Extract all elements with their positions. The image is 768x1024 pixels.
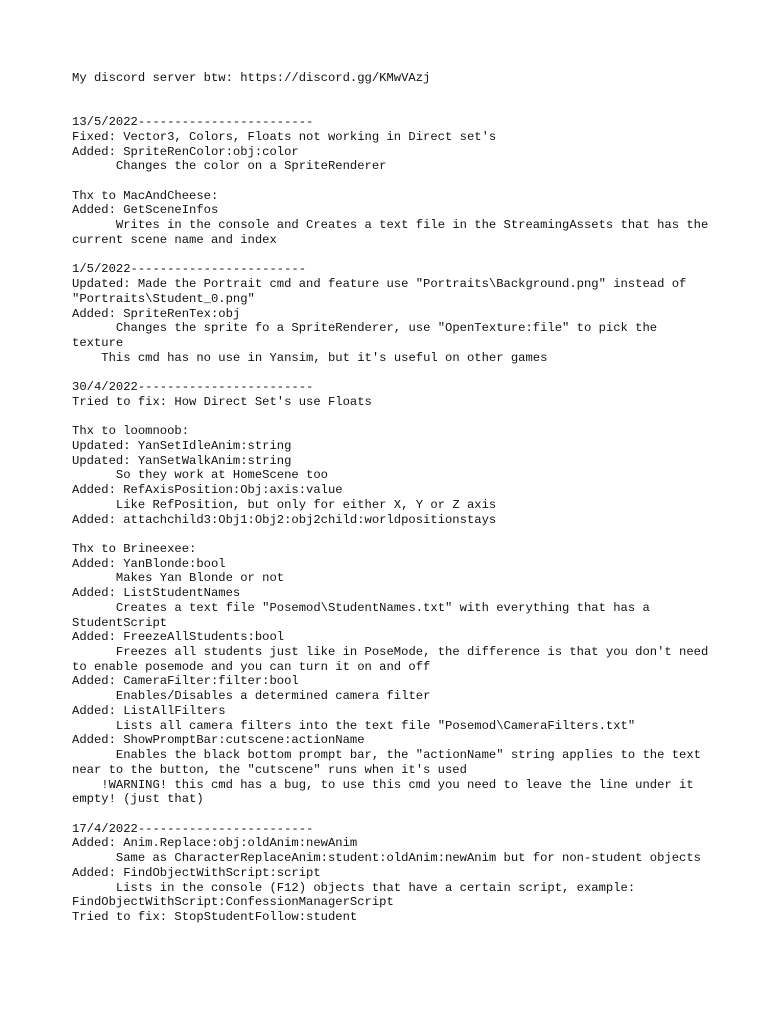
changelog-line: So they work at HomeScene too [72,468,328,483]
changelog-line: Added: RefAxisPosition:Obj:axis:value [72,483,343,498]
changelog-line: Makes Yan Blonde or not [72,571,285,586]
changelog-line: Added: FreezeAllStudents:bool [72,630,285,645]
blank-line [72,174,712,189]
changelog-line: Like RefPosition, but only for either X, Y or Z axis [72,497,497,512]
changelog-line: Added: SpriteRenTex:obj [72,306,241,321]
blank-line [72,410,712,425]
changelog-line: Added: SpriteRenColor:obj:color [72,144,299,159]
entry-date: 1/5/2022------------------------ [72,262,307,277]
thanks-line: Thx to Brineexee: [72,542,197,556]
changelog-line: Writes in the console and Creates a text file in the StreamingAssets that has the current scene name and index [72,218,716,247]
changelog-line: Updated: YanSetWalkAnim:string [72,453,292,468]
changelog-line: Added: ShowPromptBar:cutscene:actionName [72,733,365,748]
changelog-line: Added: GetSceneInfos [72,203,219,218]
changelog-line: Added: ListStudentNames [72,586,241,601]
discord-line: My discord server btw: https://discord.gg/KMwVAzj [72,71,431,85]
changelog-line: Enables the black bottom prompt bar, the "actionName" string applies to the text near to the button, the "cutscene" runs when it's used [72,748,709,777]
changelog-line: Added: YanBlonde:bool [72,556,226,571]
changelog-line: Added: CameraFilter:filter:bool [72,674,299,689]
changelog-document [72,71,716,925]
thanks-line: Thx to loomnoob: [72,424,190,439]
blank-line [72,365,712,380]
changelog-line: Fixed: Vector3, Colors, Floats not working in Direct set's [72,129,497,144]
blank-line [72,807,712,822]
entry-date: 17/4/2022------------------------ [72,821,314,836]
entry-date: 13/5/2022------------------------ [72,115,314,130]
changelog-line: Added: attachchild3:Obj1:Obj2:obj2child:worldpositionstays [72,512,497,527]
changelog-line: Changes the color on a SpriteRenderer [72,159,387,174]
changelog-line: Tried to fix: How Direct Set's use Floats [72,394,372,409]
warning-line: !WARNING! this cmd has a bug, to use this cmd you need to leave the line under it empty! (just that) [72,777,702,807]
blank-line [72,86,712,101]
changelog-line: Lists all camera filters into the text file "Posemod\CameraFilters.txt" [72,718,636,733]
changelog-line: Enables/Disables a determined camera filter [72,689,431,704]
changelog-line: This cmd has no use in Yansim, but it's useful on other games [72,350,548,365]
thanks-line: Thx to MacAndCheese: [72,188,219,203]
entry-date: 30/4/2022------------------------ [72,380,314,395]
changelog-line: Lists in the console (F12) objects that have a certain script, example: FindObjectWithScript:ConfessionManagerScript [72,880,643,910]
changelog-line: Added: ListAllFilters [72,703,226,718]
changelog-line: Updated: YanSetIdleAnim:string [72,438,292,453]
changelog-line: Tried to fix: StopStudentFollow:student [72,909,358,924]
changelog-line: Added: FindObjectWithScript:script [72,865,321,880]
changelog-line: Freezes all students just like in PoseMode, the difference is that you don't need to enable posemode and you can turn it on and off [72,645,716,674]
changelog-line: Creates a text file "Posemod\StudentNames.txt" with everything that has a StudentScript [72,600,658,630]
blank-line [72,527,712,542]
changelog-line: Added: Anim.Replace:obj:oldAnim:newAnim [72,836,358,851]
blank-line [72,248,712,263]
changelog-line: Updated: Made the Portrait cmd and feature use "Portraits\Background.png" instead of "Portraits\Student_0.png" [72,277,694,306]
changelog-line: Changes the sprite fo a SpriteRenderer, use "OpenTexture:file" to pick the texture [72,321,665,350]
blank-line [72,100,712,115]
changelog-line: Same as CharacterReplaceAnim:student:oldAnim:newAnim but for non-student objects [72,851,701,866]
